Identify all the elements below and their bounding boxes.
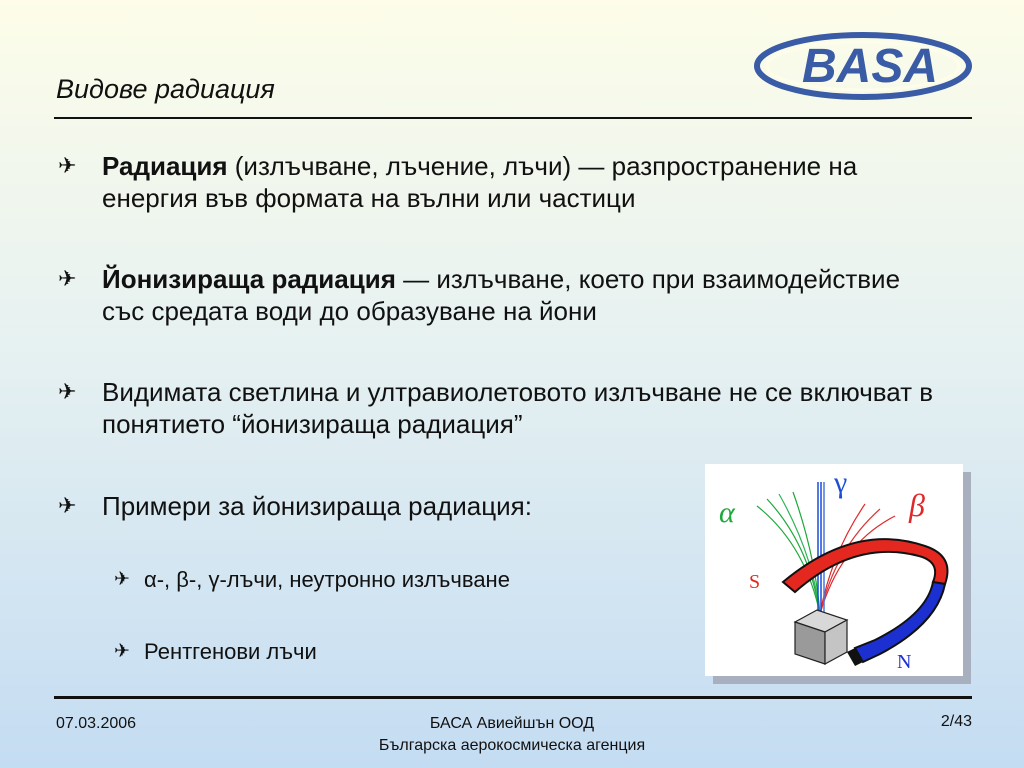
gamma-label: γ [834, 466, 848, 499]
title-divider [54, 117, 972, 119]
airplane-icon: ✈ [114, 641, 130, 662]
sub-bullet-particles [114, 566, 674, 594]
sub-bullet-text: Рентгенови лъчи [144, 639, 317, 664]
airplane-icon: ✈ [114, 569, 130, 590]
bullet-text: Йонизираща радиация — излъчване, което при взаимодействие със средата води до образуване на йони [102, 264, 901, 326]
source-cube [795, 610, 847, 664]
bullet-examples [58, 490, 678, 522]
bullet-ionizing-radiation [58, 263, 938, 327]
airplane-icon: ✈ [58, 493, 77, 518]
page-number: 2/43 [940, 713, 972, 730]
bullet-radiation [58, 150, 958, 214]
airplane-icon: ✈ [58, 266, 77, 291]
gamma-rays [818, 482, 824, 614]
airplane-icon: ✈ [58, 379, 77, 404]
footer-organization [312, 713, 712, 757]
magnet-south-arm [783, 539, 948, 592]
alpha-rays [757, 492, 820, 614]
airplane-icon: ✈ [58, 153, 77, 178]
bullet-text: Радиация (излъчване, лъчение, лъчи) — разпространение на енергия във формата на вълни или частици [102, 151, 858, 213]
bullet-text: Видимата светлина и ултравиолетовото излъчване не се включват в понятието “йонизираща радиация” [102, 377, 934, 439]
north-pole-label: N [897, 651, 912, 673]
footer-company: БАСА Авиейшън ООД [429, 715, 595, 732]
radiation-magnet-figure [705, 464, 963, 676]
logo-text: BASA [801, 40, 939, 93]
bullet-visible-light [58, 376, 938, 440]
footer-divider [54, 696, 972, 699]
beta-label: β [909, 487, 925, 523]
slide-title: Видове радиация [56, 74, 275, 104]
alpha-label: α [719, 496, 735, 529]
sub-bullet-xrays [114, 638, 674, 666]
footer-agency: Българска аерокосмическа агенция [378, 737, 646, 754]
magnet-north-arm [855, 582, 945, 662]
south-pole-label: S [749, 571, 761, 593]
basa-logo [752, 26, 974, 106]
sub-bullet-text: α-, β-, γ-лъчи, неутронно излъчване [144, 567, 510, 592]
footer-date: 07.03.2006 [56, 715, 137, 732]
bullet-text: Примери за йонизираща радиация: [102, 491, 532, 521]
